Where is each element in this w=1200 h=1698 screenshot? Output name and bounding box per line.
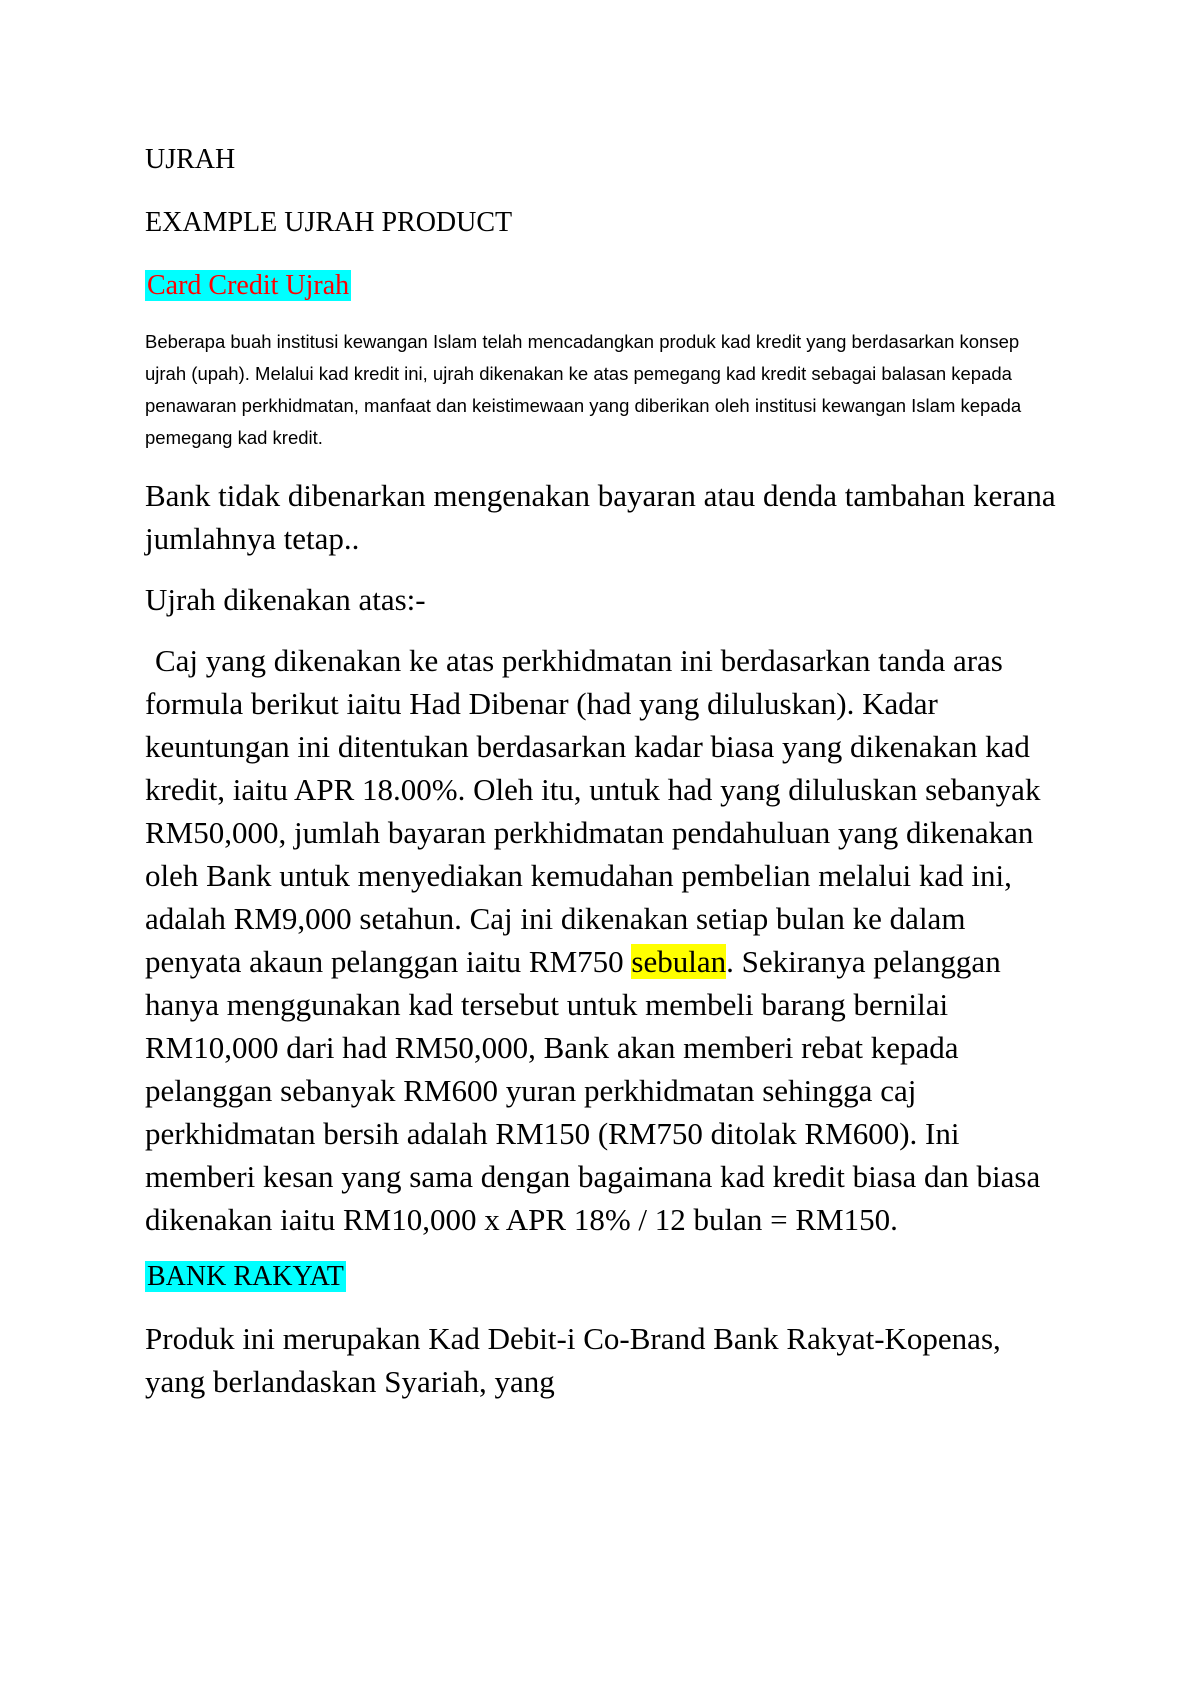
heading-ujrah: UJRAH xyxy=(145,144,236,175)
section-title-card-credit-text: Card Credit Ujrah xyxy=(147,270,350,301)
highlighted-word-sebulan: sebulan xyxy=(631,944,727,979)
document-body xyxy=(145,142,1065,1421)
section-title-bank-rakyat xyxy=(145,1259,1065,1295)
intro-paragraph: Beberapa buah institusi kewangan Islam telah mencadangkan produk kad kredit yang berdasarkan konsep ujrah (upah). Melalui kad kredit ini, ujrah dikenakan ke atas pemegang kad kredit sebagai balasan kepada penawaran perkhidmatan, manfaat dan keistimewaan yang diberikan oleh institusi kewangan Islam kepada pemegang kad kredit. xyxy=(145,331,1022,448)
charge-explanation-text-1: Caj yang dikenakan ke atas perkhidmatan ini berdasarkan tanda aras formula berikut iaitu Had Dibenar (had yang diluluskan). Kadar keuntungan ini ditentukan berdasarkan kadar biasa yang dikenakan kad kredit, iaitu APR 18.00%. Oleh itu, untuk had yang diluluskan sebanyak RM50,000, jumlah bayaran perkhidmatan pendahuluan yang dikenakan oleh Bank untuk menyediakan kemudahan pembelian melalui kad ini, adalah RM9,000 setahun. Caj ini dikenakan setiap bulan ke dalam penyata akaun pelanggan iaitu RM750 xyxy=(145,643,1041,979)
section-title-bank-rakyat-text: BANK RAKYAT xyxy=(147,1261,344,1292)
paragraph-bank-restriction: Bank tidak dibenarkan mengenakan bayaran atau denda tambahan kerana jumlahnya tetap.. xyxy=(145,478,1056,556)
paragraph-bank-rakyat-product: Produk ini merupakan Kad Debit-i Co-Brand Bank Rakyat-Kopenas, yang berlandaskan Syariah, yang xyxy=(145,1321,1001,1399)
heading-example-product: EXAMPLE UJRAH PRODUCT xyxy=(145,207,513,238)
paragraph-ujrah-charged: Ujrah dikenakan atas:- xyxy=(145,582,426,617)
paragraph-charge-explanation xyxy=(145,639,1065,1241)
charge-explanation-text-2: . Sekiranya pelanggan hanya menggunakan kad tersebut untuk membeli barang bernilai RM10,000 dari had RM50,000, Bank akan memberi rebat kepada pelanggan sebanyak RM600 yuran perkhidmatan sehingga caj perkhidmatan bersih adalah RM150 (RM750 ditolak RM600). Ini memberi kesan yang sama dengan bagaimana kad kredit biasa dan biasa dikenakan iaitu RM10,000 x APR 18% / 12 bulan = RM150. xyxy=(145,944,1041,1237)
section-title-card-credit xyxy=(145,268,1065,304)
